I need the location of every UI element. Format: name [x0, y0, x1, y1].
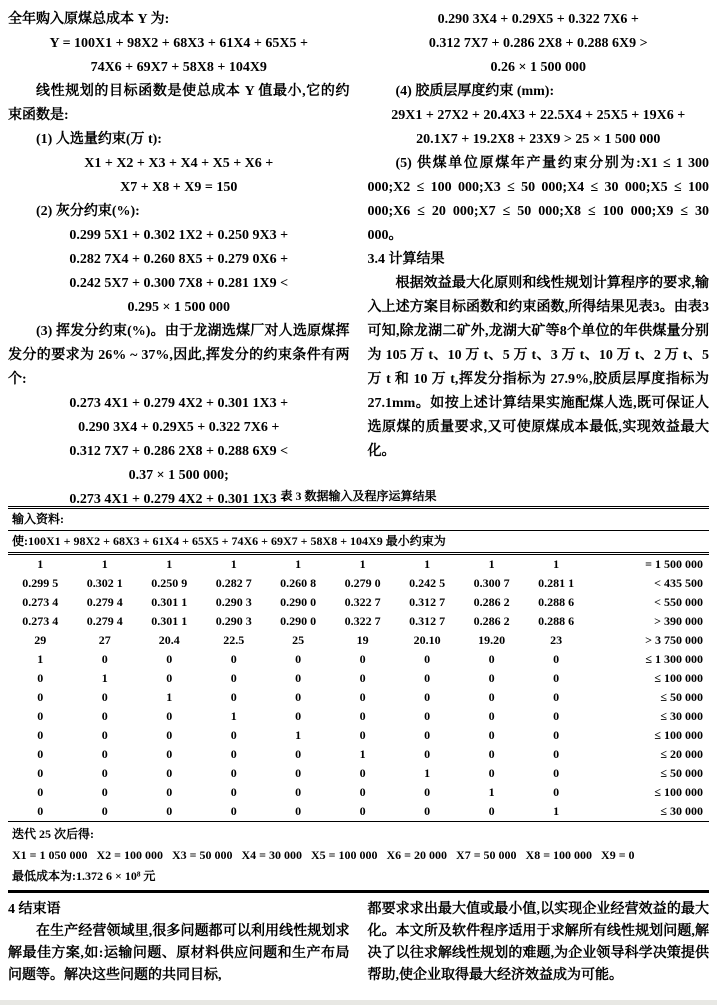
objective-function-row: 使:100X1 + 98X2 + 68X3 + 61X4 + 65X5 + 74X6 + 69X7 + 58X8 + 104X9 最小约束为	[8, 531, 709, 555]
constraint-rhs-cell: > 390 000	[654, 614, 703, 628]
coefficient-cell: 0	[359, 785, 366, 799]
coefficient-cell: 0	[553, 728, 560, 742]
coefficient-cell: 0	[488, 804, 495, 818]
coefficient-cell: 0	[230, 766, 237, 780]
coefficient-cell: 0	[295, 747, 302, 761]
coefficient-cell: 0.312 7	[409, 614, 446, 628]
coefficient-cell: 0	[295, 804, 302, 818]
coefficient-cell: 0.322 7	[344, 595, 381, 609]
coefficient-cell: 0	[101, 709, 108, 723]
constraint-rhs-cell: ≤ 1 300 000	[645, 652, 703, 666]
coefficient-cell: 0	[166, 709, 173, 723]
coefficient-cell: 0.290 3	[215, 614, 252, 628]
formula-line: 0.242 5X7 + 0.300 7X8 + 0.281 1X9 <	[69, 276, 289, 291]
constraint-rhs-cell: ≤ 20 000	[660, 747, 703, 761]
bottom-right-column	[368, 899, 710, 1005]
coefficient-cell: 1	[166, 557, 173, 571]
coefficient-cell: 0	[295, 709, 302, 723]
section-heading: 3.4 计算结果	[367, 252, 445, 267]
coefficient-cell: 20.10	[413, 633, 441, 647]
constraint-row	[8, 669, 709, 688]
coefficient-cell: 0.302 1	[86, 576, 123, 590]
formula-line: 0.273 4X1 + 0.279 4X2 + 0.301 1X3 +	[69, 396, 289, 411]
top-right-column	[368, 8, 710, 486]
constraint-row	[8, 688, 709, 707]
coefficient-cell: 0	[101, 747, 108, 761]
coefficient-cell: 0	[230, 652, 237, 666]
coefficient-cell: 0	[553, 766, 560, 780]
coefficient-cell: 0	[166, 766, 173, 780]
formula-line: 0.312 7X7 + 0.286 2X8 + 0.288 6X9 >	[428, 36, 648, 51]
coefficient-cell: 0	[37, 690, 44, 704]
coefficient-cell: 0	[230, 690, 237, 704]
constraint-matrix	[8, 555, 709, 821]
constraint-row	[8, 555, 709, 574]
coefficient-cell: 0	[424, 690, 431, 704]
constraint-rhs-cell: ≤ 50 000	[660, 690, 703, 704]
coefficient-cell: 0	[488, 652, 495, 666]
coefficient-cell: 0.281 1	[538, 576, 575, 590]
coefficient-cell: 0.273 4	[22, 614, 59, 628]
coefficient-cell: 1	[359, 747, 366, 761]
coefficient-cell: 0	[230, 728, 237, 742]
solution-line: X1 = 1 050 000 X2 = 100 000 X3 = 50 000 X4 = 30 000 X5 = 100 000 X6 = 20 000 X7 = 50 000 X8 = 100 000 X9 = 0	[12, 848, 635, 862]
paragraph: 全年购入原煤总成本 Y 为:	[8, 12, 170, 27]
coefficient-cell: 1	[230, 709, 237, 723]
coefficient-cell: 0.273 4	[22, 595, 59, 609]
coefficient-cell: 0	[488, 690, 495, 704]
coefficient-cell: 0	[37, 747, 44, 761]
constraint-rhs-cell: ≤ 50 000	[660, 766, 703, 780]
coefficient-cell: 0	[488, 671, 495, 685]
coefficient-cell: 1	[101, 557, 108, 571]
bottom-section	[8, 899, 709, 1005]
constraint-row	[8, 612, 709, 631]
constraint-rhs-cell: ≤ 100 000	[654, 671, 703, 685]
coefficient-cell: 0	[295, 785, 302, 799]
coefficient-cell: 0	[37, 709, 44, 723]
coefficient-cell: 1	[553, 804, 560, 818]
coefficient-cell: 0	[424, 652, 431, 666]
coefficient-cell: 0	[101, 690, 108, 704]
coefficient-cell: 0	[295, 671, 302, 685]
paragraph: (5) 供煤单位原煤年产量约束分别为:X1 ≤ 1 300 000;X2 ≤ 100 000;X3 ≤ 50 000;X4 ≤ 30 000;X5 ≤ 100 000;X6 ≤ 20 000;X7 ≤ 50 000;X8 ≤ 100 000;X9 ≤ 30 000。	[367, 156, 709, 243]
coefficient-cell: 0	[295, 690, 302, 704]
min-cost-line: 最低成本为:1.372 6 × 10⁸ 元	[12, 869, 156, 883]
coefficient-cell: 1	[101, 671, 108, 685]
formula-line: 20.1X7 + 19.2X8 + 23X9 > 25 × 1 500 000	[416, 132, 661, 147]
coefficient-cell: 0	[101, 652, 108, 666]
formula-line: 0.37 × 1 500 000;	[128, 468, 229, 483]
formula-line: Y = 100X1 + 98X2 + 68X3 + 61X4 + 65X5 +	[49, 36, 308, 51]
coefficient-cell: 1	[295, 557, 302, 571]
coefficient-cell: 0	[424, 804, 431, 818]
coefficient-cell: 0	[101, 804, 108, 818]
paragraph: (3) 挥发分约束(%)。由于龙湖选煤厂对人选原煤挥发分的要求为 26% ~ 37%,因此,挥发分的约束条件有两个:	[8, 324, 350, 387]
constraint-rhs-cell: ≤ 30 000	[660, 804, 703, 818]
coefficient-cell: 0	[37, 785, 44, 799]
input-data-label: 输入资料:	[8, 509, 709, 531]
coefficient-cell: 0	[295, 766, 302, 780]
coefficient-cell: 1	[295, 728, 302, 742]
constraint-rhs-cell: ≤ 100 000	[654, 728, 703, 742]
coefficient-cell: 0	[166, 652, 173, 666]
coefficient-cell: 0.299 5	[22, 576, 59, 590]
table-footer	[8, 821, 709, 890]
coefficient-cell: 0	[101, 766, 108, 780]
coefficient-cell: 0.286 2	[473, 595, 510, 609]
paragraph: 线性规划的目标函数是使总成本 Y 值最小,它的约束函数是:	[8, 84, 350, 123]
constraint-rhs-cell: ≤ 30 000	[660, 709, 703, 723]
paragraph: 都要求求出最大值或最小值,以实现企业经营效益的最大化。本文所及软件程序适用于求解所有线性规划问题,解决了以往求解线性规划的难题,为企业领导科学决策提供帮助,使企业取得最大经济效益成为可能。	[367, 902, 709, 983]
coefficient-cell: 0	[488, 766, 495, 780]
paragraph: (1) 人选量约束(万 t):	[36, 132, 162, 147]
coefficient-cell: 0	[553, 709, 560, 723]
table-caption: 表 3 数据输入及程序运算结果	[280, 489, 437, 503]
coefficient-cell: 1	[553, 557, 560, 571]
coefficient-cell: 1	[37, 652, 44, 666]
constraint-row	[8, 764, 709, 783]
coefficient-cell: 0.282 7	[215, 576, 252, 590]
coefficient-cell: 20.4	[158, 633, 180, 647]
constraint-row	[8, 783, 709, 802]
coefficient-cell: 0	[359, 804, 366, 818]
constraint-row	[8, 745, 709, 764]
formula-line: 0.312 7X7 + 0.286 2X8 + 0.288 6X9 <	[69, 444, 289, 459]
coefficient-cell: 0.288 6	[538, 595, 575, 609]
coefficient-cell: 0	[424, 728, 431, 742]
coefficient-cell: 0.290 3	[215, 595, 252, 609]
coefficient-cell: 1	[424, 766, 431, 780]
coefficient-cell: 0	[37, 671, 44, 685]
coefficient-cell: 0.312 7	[409, 595, 446, 609]
bottom-left-column	[8, 899, 350, 1005]
coefficient-cell: 1	[230, 557, 237, 571]
coefficient-cell: 0	[553, 690, 560, 704]
coefficient-cell: 0	[101, 785, 108, 799]
coefficient-cell: 0	[359, 652, 366, 666]
coefficient-cell: 0	[166, 785, 173, 799]
coefficient-cell: 0.290 0	[280, 595, 317, 609]
coefficient-cell: 19.20	[478, 633, 506, 647]
constraint-row	[8, 574, 709, 593]
coefficient-cell: 0.290 0	[280, 614, 317, 628]
coefficient-cell: 0	[553, 747, 560, 761]
constraint-row	[8, 650, 709, 669]
formula-line: 0.282 7X4 + 0.260 8X5 + 0.279 0X6 +	[69, 252, 289, 267]
constraint-rhs-cell: < 435 500	[654, 576, 703, 590]
results-table	[8, 506, 709, 893]
constraint-rhs-cell: ≤ 100 000	[654, 785, 703, 799]
coefficient-cell: 0	[424, 785, 431, 799]
coefficient-cell: 0.288 6	[538, 614, 575, 628]
coefficient-cell: 0	[37, 804, 44, 818]
coefficient-cell: 1	[488, 557, 495, 571]
paragraph: (4) 胶质层厚度约束 (mm):	[395, 84, 555, 99]
coefficient-cell: 0	[359, 728, 366, 742]
top-left-column	[8, 8, 350, 507]
constraint-rhs-cell: < 550 000	[654, 595, 703, 609]
coefficient-cell: 0	[488, 728, 495, 742]
formula-line: X7 + X8 + X9 = 150	[120, 180, 238, 195]
coefficient-cell: 0	[166, 671, 173, 685]
constraint-rhs-cell: > 3 750 000	[645, 633, 703, 647]
coefficient-cell: 0.279 4	[86, 595, 123, 609]
coefficient-cell: 23	[550, 633, 563, 647]
coefficient-cell: 0	[359, 709, 366, 723]
coefficient-cell: 0	[101, 728, 108, 742]
formula-line: 0.290 3X4 + 0.29X5 + 0.322 7X6 +	[78, 420, 280, 435]
coefficient-cell: 22.5	[223, 633, 245, 647]
coefficient-cell: 0	[553, 785, 560, 799]
coefficient-cell: 0	[359, 766, 366, 780]
coefficient-cell: 0	[230, 671, 237, 685]
constraint-row	[8, 593, 709, 612]
coefficient-cell: 0	[553, 652, 560, 666]
formula-line: X1 + X2 + X3 + X4 + X5 + X6 +	[84, 156, 274, 171]
paragraph: 在生产经营领域里,很多问题都可以利用线性规划求解最佳方案,如:运输问题、原材料供应问题和生产布局问题等。解决这些问题的共同目标,	[8, 924, 350, 983]
constraint-row	[8, 707, 709, 726]
coefficient-cell: 27	[98, 633, 111, 647]
constraint-rhs-cell: = 1 500 000	[645, 557, 703, 571]
coefficient-cell: 0	[230, 747, 237, 761]
formula-line: 74X6 + 69X7 + 58X8 + 104X9	[90, 60, 267, 75]
coefficient-cell: 0	[295, 652, 302, 666]
coefficient-cell: 0.279 0	[344, 576, 381, 590]
coefficient-cell: 19	[356, 633, 369, 647]
coefficient-cell: 0	[488, 709, 495, 723]
coefficient-cell: 1	[166, 690, 173, 704]
coefficient-cell: 0.279 4	[86, 614, 123, 628]
coefficient-cell: 0.300 7	[473, 576, 510, 590]
coefficient-cell: 0	[488, 747, 495, 761]
coefficient-cell: 1	[37, 557, 44, 571]
coefficient-cell: 0	[166, 804, 173, 818]
coefficient-cell: 0	[37, 728, 44, 742]
coefficient-cell: 0	[166, 728, 173, 742]
paragraph: 根据效益最大化原则和线性规划计算程序的要求,输入上述方案目标函数和约束函数,所得结果见表3。由表3可知,除龙湖二矿外,龙湖大矿等8个单位的年供煤量分别为 105 万 t、10 万 t、5 万 t、3 万 t、10 万 t、2 万 t、5 万 t 和 10 万 t,挥发分指标为 27.9%,胶质层厚度指标为 27.1mm。如按上述计算结果实施配煤人选,既可保证人选原煤的质量要求,又可使原煤成本最低,实现效益最大化。	[367, 276, 709, 459]
section-heading: 4 结束语	[8, 902, 61, 917]
coefficient-cell: 0	[553, 671, 560, 685]
coefficient-cell: 0.260 8	[280, 576, 317, 590]
constraint-row	[8, 726, 709, 745]
coefficient-cell: 0	[424, 709, 431, 723]
coefficient-cell: 29	[34, 633, 47, 647]
coefficient-cell: 25	[292, 633, 305, 647]
coefficient-cell: 1	[488, 785, 495, 799]
coefficient-cell: 1	[424, 557, 431, 571]
coefficient-cell: 0.286 2	[473, 614, 510, 628]
coefficient-cell: 0.301 1	[151, 614, 188, 628]
paragraph: (2) 灰分约束(%):	[36, 204, 140, 219]
coefficient-cell: 0	[166, 747, 173, 761]
formula-line: 0.299 5X1 + 0.302 1X2 + 0.250 9X3 +	[69, 228, 289, 243]
coefficient-cell: 0	[424, 747, 431, 761]
coefficient-cell: 0	[37, 766, 44, 780]
coefficient-cell: 0	[230, 804, 237, 818]
coefficient-cell: 1	[359, 557, 366, 571]
formula-line: 29X1 + 27X2 + 20.4X3 + 22.5X4 + 25X5 + 19X6 +	[391, 108, 686, 123]
coefficient-cell: 0	[230, 785, 237, 799]
coefficient-cell: 0	[359, 671, 366, 685]
formula-line: 0.273 4X1 + 0.279 4X2 + 0.301 1X3 +	[69, 492, 289, 507]
coefficient-cell: 0	[359, 690, 366, 704]
constraint-row	[8, 802, 709, 821]
coefficient-cell: 0.250 9	[151, 576, 188, 590]
formula-line: 0.26 × 1 500 000	[490, 60, 586, 75]
formula-line: 0.290 3X4 + 0.29X5 + 0.322 7X6 +	[437, 12, 639, 27]
constraint-row	[8, 631, 709, 650]
coefficient-cell: 0	[424, 671, 431, 685]
coefficient-cell: 0.322 7	[344, 614, 381, 628]
formula-line: 0.295 × 1 500 000	[127, 300, 230, 315]
iteration-note: 迭代 25 次后得:	[12, 827, 94, 841]
coefficient-cell: 0.301 1	[151, 595, 188, 609]
coefficient-cell: 0.242 5	[409, 576, 446, 590]
